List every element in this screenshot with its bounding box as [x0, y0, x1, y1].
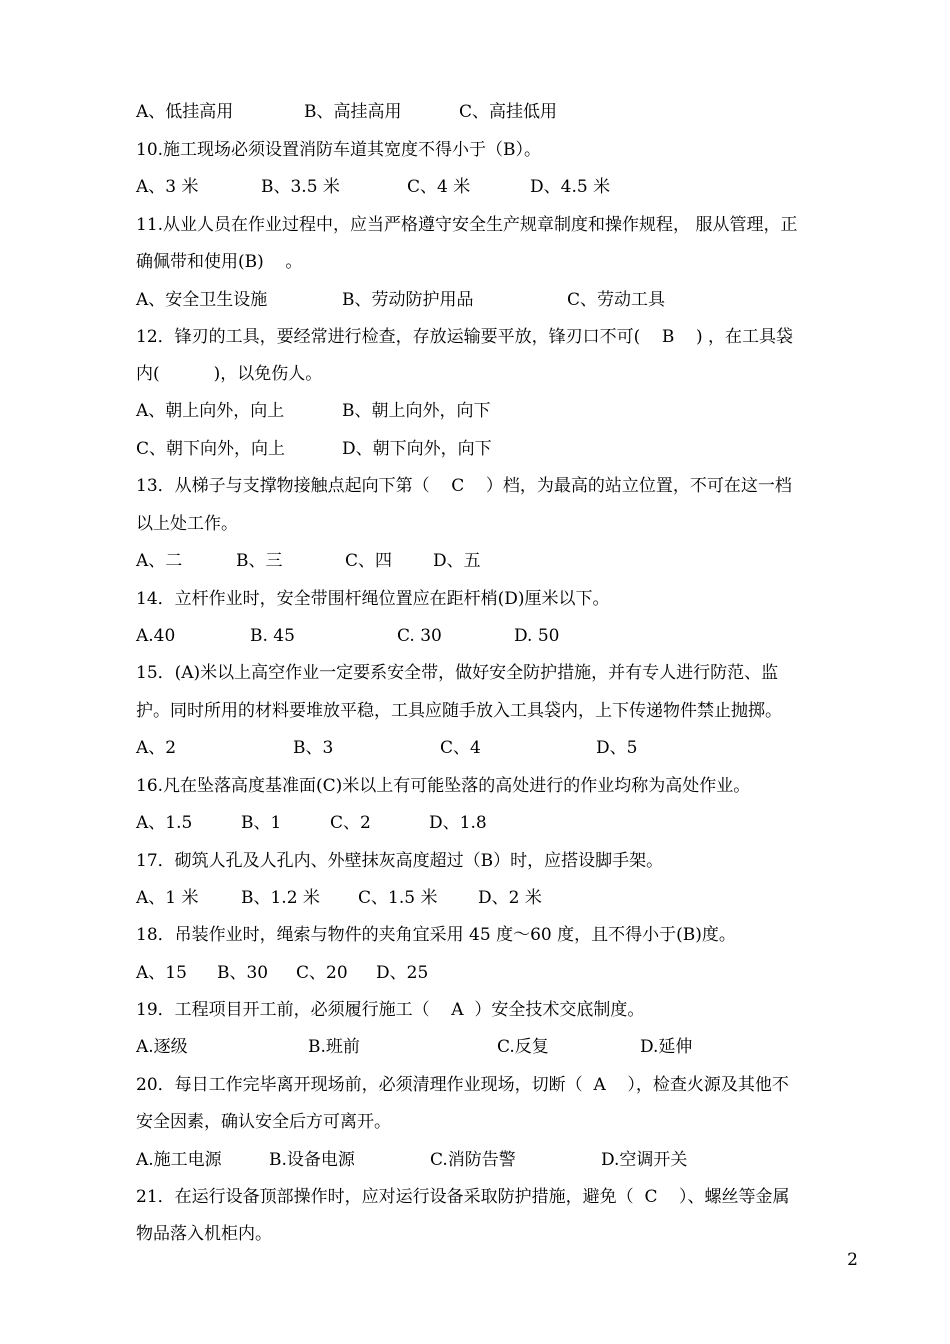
option-l24-2: C、20	[296, 963, 348, 983]
text-line-l7: 12．锋刃的工具，要经常进行检查，存放运输要平放，锋刃口不可( B ) ，在工具袋	[136, 327, 794, 347]
option-l24-0: A、15	[136, 963, 187, 983]
option-l18-1: B、3	[293, 738, 334, 758]
text-line-l14: 14．立杆作业时，安全带围杆绳位置应在距杆梢(D)厘米以下。	[136, 589, 610, 609]
option-l26-3: D.延伸	[640, 1037, 693, 1057]
option-l15-0: A.40	[136, 626, 176, 646]
option-l18-3: D、5	[596, 738, 638, 758]
text-line-l12: 以上处工作。	[136, 514, 238, 534]
text-line-l31: 物品落入机柜内。	[136, 1224, 272, 1244]
option-l6-2: C、劳动工具	[567, 290, 666, 310]
option-l3-3: D、4.5 米	[530, 177, 611, 197]
text-line-l21: 17．砌筑人孔及人孔内、外壁抹灰高度超过（B）时，应搭设脚手架。	[136, 851, 664, 871]
option-l9-0: A、朝上向外，向上	[136, 401, 285, 421]
option-l29-2: C.消防告警	[430, 1150, 516, 1170]
option-l18-2: C、4	[440, 738, 481, 758]
option-l26-0: A.逐级	[136, 1037, 188, 1057]
option-l22-2: C、1.5 米	[358, 888, 438, 908]
option-l24-1: B、30	[217, 963, 269, 983]
option-l10-1: D、朝下向外，向下	[342, 439, 492, 459]
option-l22-3: D、2 米	[478, 888, 542, 908]
text-line-l2: 10.施工现场必须设置消防车道其宽度不得小于（B）。	[136, 140, 542, 160]
option-l29-3: D.空调开关	[601, 1150, 688, 1170]
option-l6-0: A、安全卫生设施	[136, 290, 268, 310]
option-l9-1: B、朝上向外，向下	[342, 401, 491, 421]
text-line-l4: 11.从业人员在作业过程中，应当严格遵守安全生产规章制度和操作规程， 服从管理，正	[136, 215, 798, 235]
option-l15-2: C. 30	[397, 626, 442, 646]
option-l3-0: A、3 米	[136, 177, 199, 197]
option-l24-3: D、25	[376, 963, 429, 983]
text-line-l25: 19．工程项目开工前，必须履行施工（ A ）安全技术交底制度。	[136, 1000, 645, 1020]
text-line-l11: 13．从梯子与支撑物接触点起向下第（ C ）档，为最高的站立位置，不可在这一档	[136, 476, 792, 496]
option-l3-1: B、3.5 米	[261, 177, 340, 197]
option-l29-1: B.设备电源	[269, 1150, 355, 1170]
option-l20-3: D、1.8	[429, 813, 487, 833]
option-l13-0: A、二	[136, 551, 183, 571]
text-line-l16: 15．(A)米以上高空作业一定要系安全带，做好安全防护措施，并有专人进行防范、监	[136, 663, 779, 683]
option-l1-2: C、高挂低用	[459, 102, 558, 122]
option-l20-1: B、1	[241, 813, 282, 833]
text-line-l27: 20．每日工作完毕离开现场前，必须清理作业现场，切断（ A ），检查火源及其他不	[136, 1075, 789, 1095]
option-l15-3: D. 50	[514, 626, 560, 646]
option-l26-1: B.班前	[308, 1037, 360, 1057]
option-l1-0: A、低挂高用	[136, 102, 234, 122]
text-line-l19: 16.凡在坠落高度基准面(C)米以上有可能坠落的高处进行的作业均称为高处作业。	[136, 776, 751, 796]
option-l20-2: C、2	[330, 813, 371, 833]
text-line-l23: 18．吊装作业时，绳索与物件的夹角宜采用 45 度～60 度，且不得小于(B)度。	[136, 925, 736, 945]
option-l13-3: D、五	[433, 551, 481, 571]
option-l3-2: C、4 米	[407, 177, 471, 197]
option-l15-1: B. 45	[250, 626, 295, 646]
option-l20-0: A、1.5	[136, 813, 193, 833]
option-l13-2: C、四	[345, 551, 393, 571]
option-l29-0: A.施工电源	[136, 1150, 222, 1170]
page-number: 2	[847, 1250, 858, 1270]
option-l6-1: B、劳动防护用品	[342, 290, 474, 310]
option-l26-2: C.反复	[497, 1037, 549, 1057]
text-line-l5: 确佩带和使用(B) 。	[136, 252, 303, 272]
text-line-l30: 21．在运行设备顶部操作时，应对运行设备采取防护措施，避免（ C ）、螺丝等金属	[136, 1187, 790, 1207]
option-l22-0: A、1 米	[136, 888, 199, 908]
option-l18-0: A、2	[136, 738, 177, 758]
option-l1-1: B、高挂高用	[304, 102, 402, 122]
option-l22-1: B、1.2 米	[241, 888, 320, 908]
text-line-l17: 护。同时所用的材料要堆放平稳，工具应随手放入工具袋内，上下传递物件禁止抛掷。	[136, 701, 782, 721]
text-line-l28: 安全因素，确认安全后方可离开。	[136, 1112, 391, 1132]
option-l10-0: C、朝下向外，向上	[136, 439, 286, 459]
text-line-l8: 内( )，以免伤人。	[136, 364, 323, 384]
option-l13-1: B、三	[236, 551, 283, 571]
